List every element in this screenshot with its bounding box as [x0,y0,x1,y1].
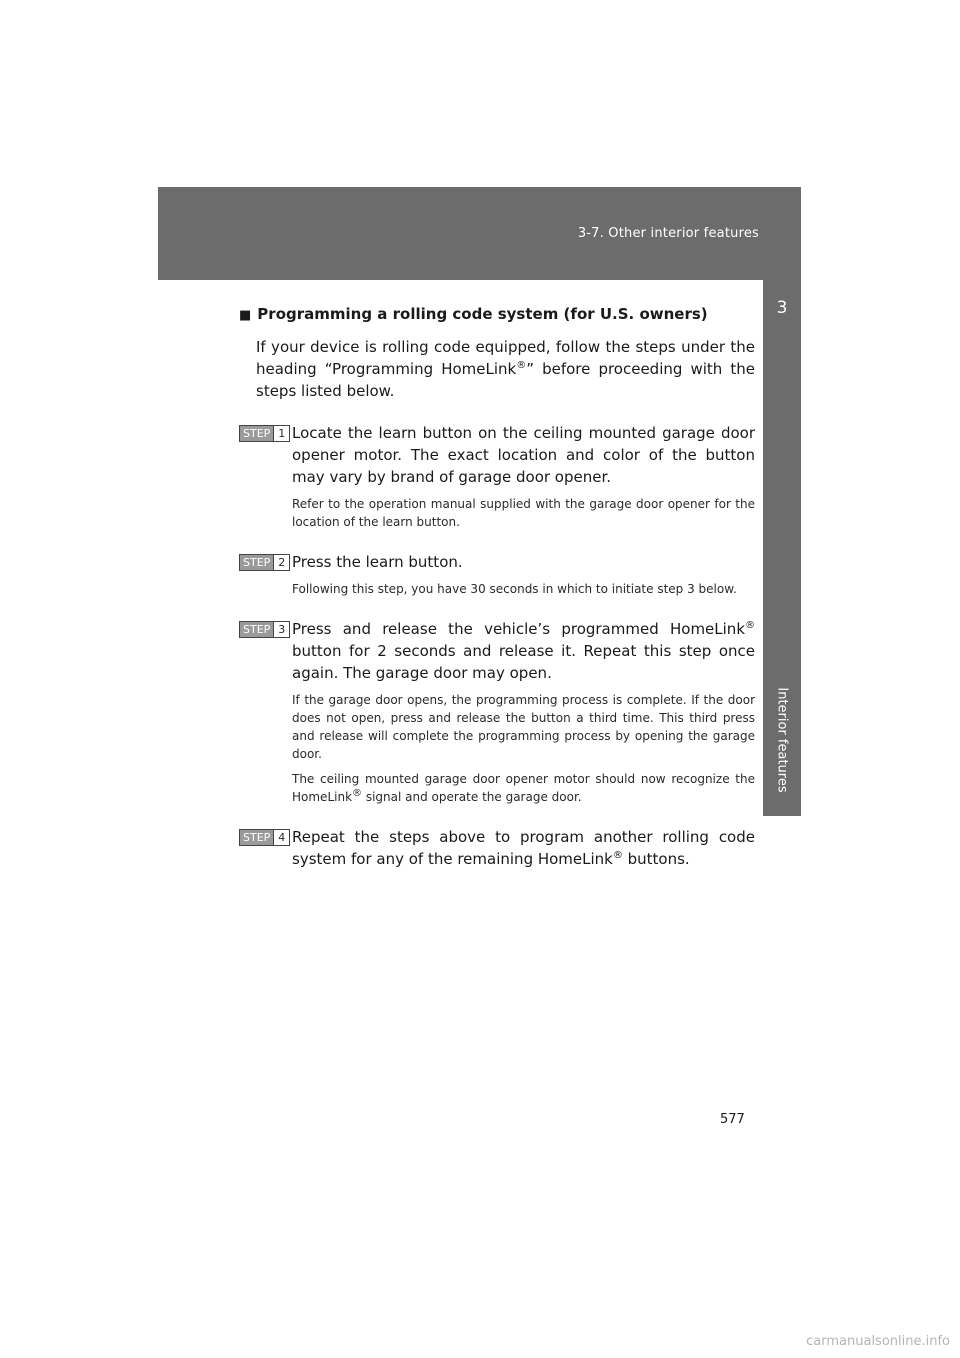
step-note: The ceiling mounted garage door opener motor should now recognize the HomeLink® signal and operate the garage door. [292,772,755,804]
chapter-title: Interior features [774,687,790,793]
intro-paragraph: If your device is rolling code equipped, follow the steps under the heading “Programming HomeLink®” before proceeding with the steps listed below. [256,338,755,400]
step-text: Locate the learn button on the ceiling mounted garage door opener motor. The exact location and color of the button may vary by brand of garage door opener. [292,424,755,486]
registered-mark: ® [612,850,623,861]
step-text: Press the learn button. [292,553,463,571]
page-number: 577 [720,1112,745,1127]
registered-mark: ® [352,788,363,799]
square-bullet-icon: ■ [239,308,252,323]
step-note: If the garage door opens, the programming process is complete. If the door does not open, press and release the button a third time. This third press and release will complete the programming process by opening the garage door. [292,693,755,761]
step-text: Press and release the vehicle’s programmed HomeLink® button for 2 seconds and release it. Repeat this step once again. The garage door may open. [292,620,755,682]
step-3 [239,618,755,806]
registered-mark: ® [745,620,755,631]
chapter-side-tab [763,280,801,816]
step-badge: STEP 2 [239,554,290,571]
section-heading [239,302,755,328]
step-4 [239,826,755,870]
registered-mark: ® [516,360,527,371]
step-badge: STEP 1 [239,425,290,442]
step-badge: STEP 3 [239,621,290,638]
step-note: Following this step, you have 30 seconds in which to initiate step 3 below. [292,582,737,596]
section-title: 3-7. Other interior features [577,226,759,241]
step-2 [239,551,755,598]
page-content [239,302,755,870]
chapter-header-bar [158,187,801,280]
step-badge: STEP 4 [239,829,290,846]
chapter-number: 3 [776,298,788,318]
section-heading-text: Programming a rolling code system (for U.S. owners) [257,305,708,323]
step-text: Repeat the steps above to program another rolling code system for any of the remaining HomeLink® buttons. [292,828,755,868]
step-1 [239,422,755,531]
watermark: carmanualsonline.info [806,1334,950,1349]
step-note: Refer to the operation manual supplied with the garage door opener for the location of the learn button. [292,497,755,529]
